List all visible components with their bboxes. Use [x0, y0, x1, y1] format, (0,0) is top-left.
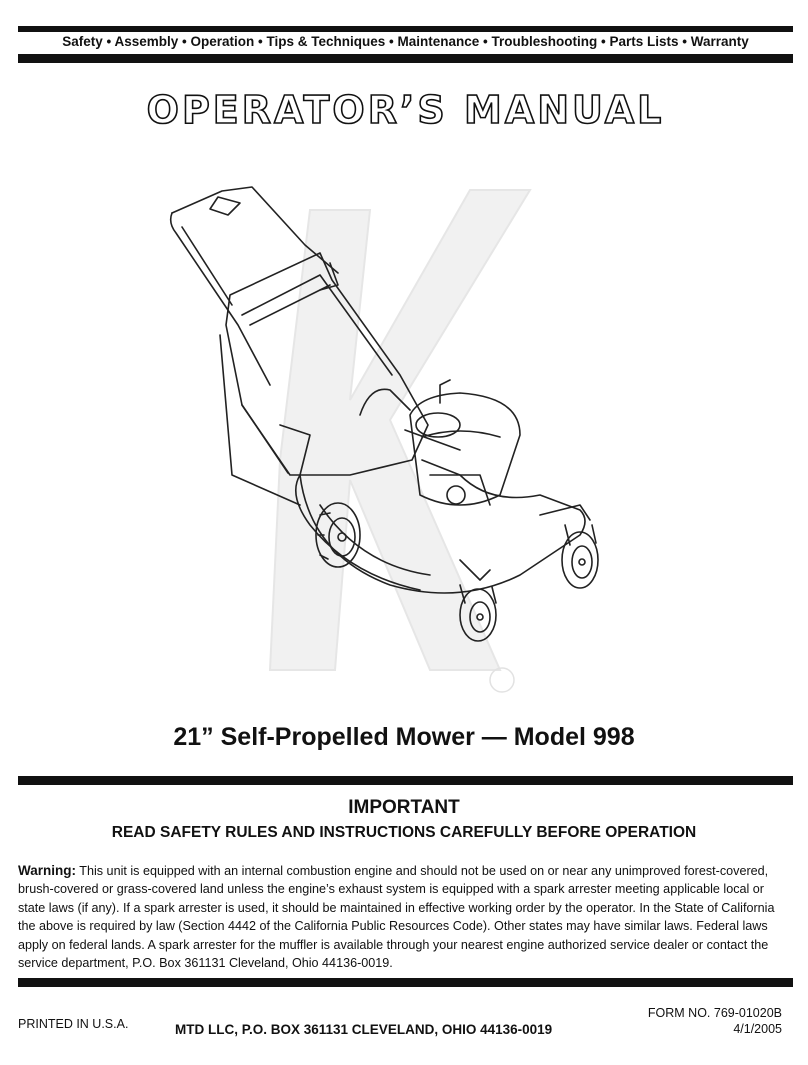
model-rule [18, 776, 793, 785]
printed-in: PRINTED IN U.S.A. [18, 1017, 129, 1031]
form-info [648, 1005, 782, 1037]
form-date: 4/1/2005 [733, 1022, 782, 1036]
safety-subheading: READ SAFETY RULES AND INSTRUCTIONS CAREFULLY BEFORE OPERATION [111, 824, 697, 841]
lawn-mower-illustration [160, 175, 620, 645]
company-address: MTD LLC, P.O. BOX 361131 CLEVELAND, OHIO 44136-0019 [175, 1022, 553, 1037]
important-heading: IMPORTANT [348, 797, 460, 818]
warning-label: Warning: [18, 863, 76, 878]
nav-rule [18, 54, 793, 63]
model-title: 21” Self-Propelled Mower — Model 998 [173, 723, 635, 751]
section-nav: Safety • Assembly • Operation • Tips & Techniques • Maintenance • Troubleshooting • Parts Lists • Warranty [62, 34, 749, 49]
form-number: FORM NO. 769-01020B [647, 1006, 782, 1020]
footer-rule [18, 978, 793, 987]
page-title: OPERATOR’S MANUAL [146, 88, 665, 132]
warning-paragraph [18, 862, 790, 972]
warning-text: This unit is equipped with an internal combustion engine and should not be used on or near any unimproved forest-covered, brush-covered or grass-covered land unless the engine’s exhaust system is equipped with a spark arrester meeting applicable local or state laws (if any). If a spark arrester is used, it should be maintained in effective working order by the operator. In the State of California the above is required by law (Section 4442 of the California Public Resources Code). Other states may have similar laws. Federal laws apply on federal lands. A spark arrester for the muffler is available through your nearest engine authorized service dealer or contact the service department, P.O. Box 361131 Cleveland, Ohio 44136-0019. [18, 864, 775, 971]
top-rule [18, 26, 793, 32]
